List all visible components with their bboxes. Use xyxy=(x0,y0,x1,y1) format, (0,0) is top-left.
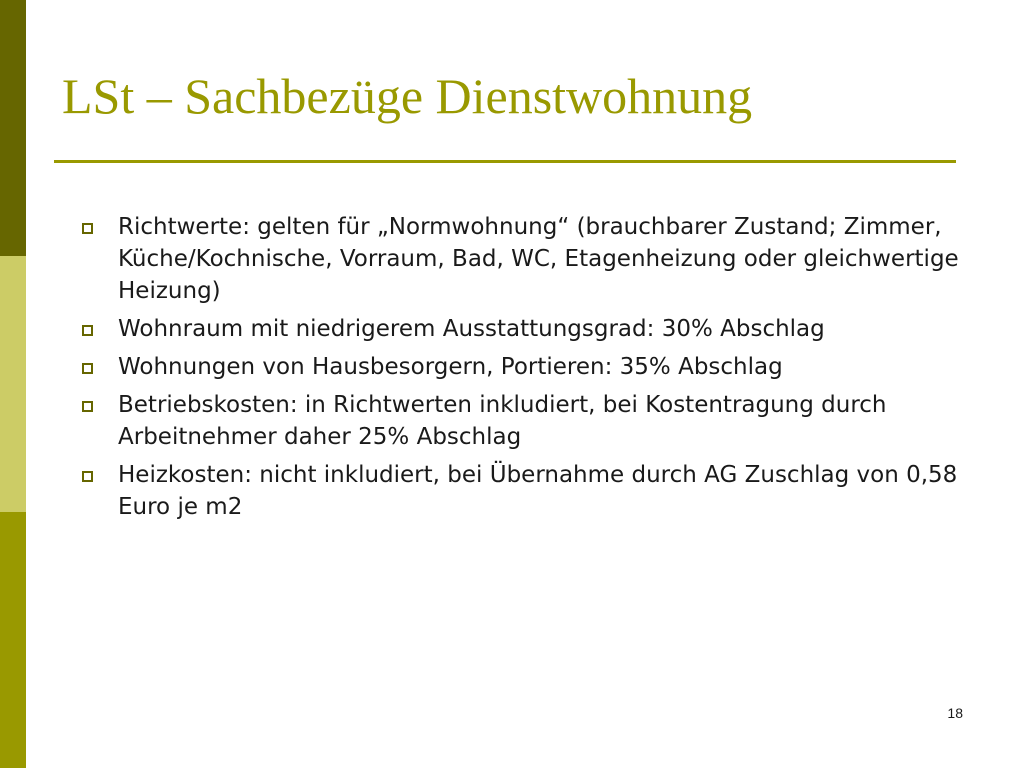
bullet-item xyxy=(82,459,962,523)
bullet-item xyxy=(82,389,962,453)
bullet-text: Heizkosten: nicht inkludiert, bei Übernahme durch AG Zuschlag von 0,58 Euro je m2 xyxy=(118,462,958,520)
slide-title: LSt – Sachbezüge Dienstwohnung xyxy=(62,68,753,124)
bullet-list xyxy=(82,211,962,529)
bullet-item xyxy=(82,211,962,307)
bullet-text: Wohnraum mit niedrigerem Ausstattungsgrad: 30% Abschlag xyxy=(118,316,825,342)
side-bar-top xyxy=(0,0,26,256)
bullet-item xyxy=(82,351,962,383)
side-bar-bottom xyxy=(0,512,26,768)
bullet-item xyxy=(82,313,962,345)
hollow-square-bullet-icon xyxy=(82,363,93,374)
hollow-square-bullet-icon xyxy=(82,401,93,412)
title-divider xyxy=(54,160,956,163)
page-number: 18 xyxy=(947,705,963,721)
bullet-text: Betriebskosten: in Richtwerten inkludiert, bei Kostentragung durch Arbeitnehmer daher 25% Abschlag xyxy=(118,392,887,450)
bullet-text: Wohnungen von Hausbesorgern, Portieren: 35% Abschlag xyxy=(118,354,783,380)
bullet-text: Richtwerte: gelten für „Normwohnung“ (brauchbarer Zustand; Zimmer, Küche/Kochnische, Vorraum, Bad, WC, Etagenheizung oder gleichwertige Heizung) xyxy=(118,214,959,304)
hollow-square-bullet-icon xyxy=(82,223,93,234)
hollow-square-bullet-icon xyxy=(82,471,93,482)
hollow-square-bullet-icon xyxy=(82,325,93,336)
side-bar-middle xyxy=(0,256,26,512)
